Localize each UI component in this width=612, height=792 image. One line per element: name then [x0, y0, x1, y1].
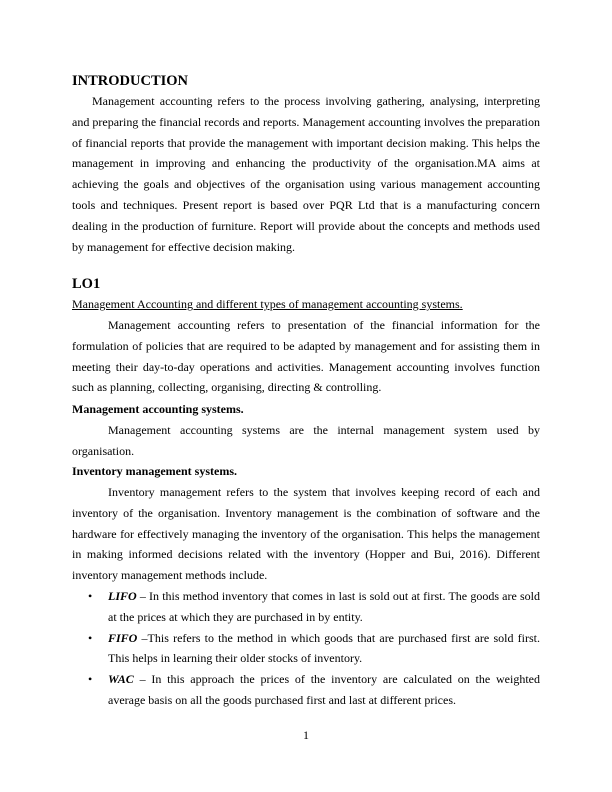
methods-list: [72, 586, 540, 711]
bullet-icon: •: [88, 672, 93, 687]
lo1-heading: LO1: [72, 276, 101, 292]
page-number: 1: [303, 728, 309, 742]
ims-heading: Inventory management systems.: [72, 464, 237, 478]
mas-heading: Management accounting systems.: [72, 402, 244, 416]
list-item: • FIFO –This refers to the method in which goods that are purchased first are sold first. This helps in learning their older stocks of inventory.: [72, 628, 540, 670]
intro-heading: INTRODUCTION: [72, 73, 189, 89]
lo1-subtitle: Management Accounting and different types of management accounting systems.: [72, 297, 463, 311]
lo1-paragraph: Management accounting refers to presentation of the financial information for the formulation of policies that are required to be adapted by management and for assisting them in meeting their day-to-day operations and activities. Management accounting involves function such as planning, collecting, organising, directing & controlling.: [72, 318, 540, 395]
list-item: • WAC – In this approach the prices of the inventory are calculated on the weighted average basis on all the goods purchased first and last at different prices.: [72, 669, 540, 711]
intro-paragraph: Management accounting refers to the process involving gathering, analysing, interpreting and preparing the financial records and reports. Management accounting involves the preparation of financial reports that provide the management with important decision making. This helps the management in improving and enhancing the productivity of the organisation.MA aims at achieving the goals and objectives of the organisation using various management accounting tools and techniques. Present report is based over PQR Ltd that is a manufacturing concern dealing in the production of furniture. Report will provide about the concepts and methods used by management for effective decision making.: [72, 94, 540, 254]
bullet-icon: •: [88, 589, 93, 603]
mas-paragraph: Management accounting systems are the internal management system used by organisation.: [72, 423, 540, 458]
bullet-icon: •: [88, 630, 93, 645]
ims-paragraph: Inventory management refers to the system that involves keeping record of each and inventory of the organisation. Inventory management is the combination of software and the hardware for effectively managing the inventory of the organisation. This helps the management in making informed decisions related with the inventory (Hopper and Bui, 2016). Different inventory management methods include.: [72, 485, 540, 583]
list-item: • LIFO – In this method inventory that comes in last is sold out at first. The goods are sold at the prices at which they are purchased in by entity.: [72, 586, 540, 628]
